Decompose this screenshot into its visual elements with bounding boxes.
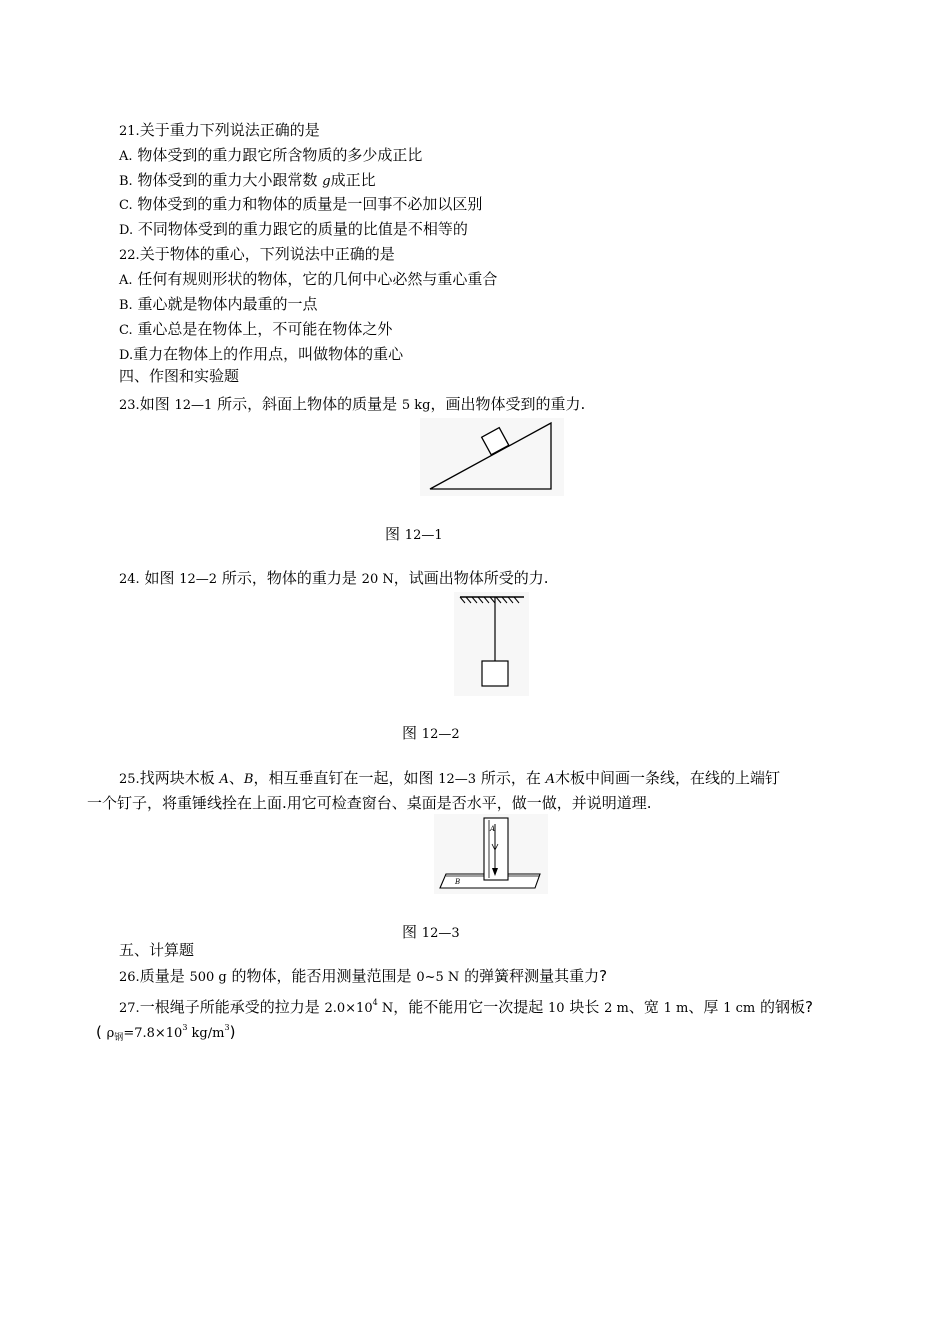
q26-text: 26.质量是 500 g 的物体，能否用测量范围是 0~5 N 的弹簧秤测量其重力? [119,967,608,985]
q22-option-c: C. 重心总是在物体上，不可能在物体之外 [119,320,393,338]
q23-text: 23.如图 12—1 所示，斜面上物体的质量是 5 kg，画出物体受到的重力. [119,395,586,413]
q21-stem: 21.关于重力下列说法正确的是 [119,121,320,139]
q22-option-b: B. 重心就是物体内最重的一点 [119,295,318,313]
q22-stem: 22.关于物体的重心，下列说法中正确的是 [119,245,395,263]
figure-caption-12-3: 图 12—3 [402,923,460,941]
q27-text-line2: ( $\rho_钢=7.8\times 10^3$ $kg/m^3$) [96,1023,236,1043]
q25-text-line1: 25.找两块木板 A、B，相互垂直钉在一起，如图 12—3 所示，在 A木板中间画一条线，在线的上端钉 [119,769,781,787]
q21-option-a: A. 物体受到的重力跟它所含物质的多少成正比 [119,146,423,164]
q21-option-b: B. 物体受到的重力大小跟常数 g成正比 [119,171,376,189]
label-a: A [490,825,496,833]
q24-text: 24. 如图 12—2 所示，物体的重力是 20 N，试画出物体所受的力. [119,569,549,587]
incline-figure [420,418,564,496]
figure-caption-12-2: 图 12—2 [402,724,460,742]
q21-option-d: D. 不同物体受到的重力跟它的质量的比值是不相等的 [119,220,468,238]
q21-option-c: C. 物体受到的重力和物体的质量是一回事不必加以区别 [119,195,483,213]
section-heading-5: 五、计算题 [119,941,195,959]
figure-caption-12-1: 图 12—1 [385,525,443,543]
section-heading-4: 四、作图和实验题 [119,367,240,385]
q27-text-line1: 27.一根绳子所能承受的拉力是 $2.0\times 10^4$ N，能不能用它一次提起 10 块长 2 m、宽 1 m、厚 1 cm 的钢板? [119,998,813,1016]
q22-option-d: D.重力在物体上的作用点，叫做物体的重心 [119,345,404,363]
hanging-block [482,661,508,686]
hanging-object-figure [454,592,529,696]
plumb-board-figure [434,814,548,894]
q25-text-line2: 一个钉子，将重锤线拴在上面.用它可检查窗台、桌面是否水平，做一做，并说明道理. [87,794,652,812]
q22-option-a: A. 任何有规则形状的物体，它的几何中心必然与重心重合 [119,270,498,288]
incline-figure-bg [420,418,564,496]
label-b: B [455,878,461,886]
